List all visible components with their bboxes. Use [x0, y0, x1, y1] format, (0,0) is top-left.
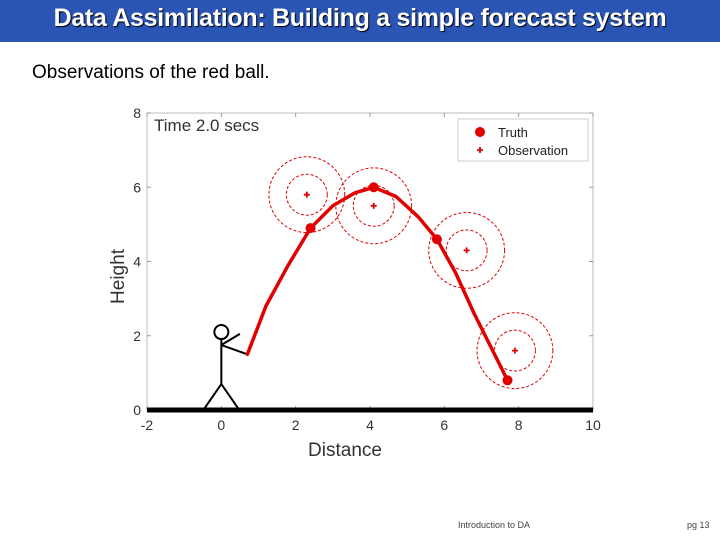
x-tick-label: 4: [366, 417, 374, 433]
truth-point: [306, 223, 316, 233]
legend: [458, 119, 588, 161]
y-tick-label: 4: [133, 253, 141, 270]
slide-title: Data Assimilation: Building a simple forecast system: [53, 4, 667, 32]
x-tick-label: 2: [291, 417, 300, 433]
truth-point: [503, 375, 513, 385]
truth-point: [369, 182, 379, 192]
y-tick-label: 8: [133, 105, 141, 121]
y-axis-label: Height: [108, 249, 129, 304]
footer-center: Introduction to DA: [458, 520, 531, 530]
y-tick-label: 2: [133, 327, 141, 344]
x-tick-label: 6: [440, 417, 449, 433]
legend-truth-label: Truth: [498, 125, 528, 140]
y-tick-label: 0: [133, 402, 141, 418]
forecast-chart: [100, 98, 610, 468]
page-number: pg 13: [687, 520, 710, 530]
x-tick-label: 0: [217, 417, 226, 433]
x-tick-label: -2: [140, 417, 154, 433]
truth-point: [432, 234, 442, 244]
x-tick-label: 8: [514, 417, 523, 433]
legend-observation-label: Observation: [498, 143, 569, 158]
x-tick-label: 10: [585, 417, 601, 433]
legend-truth-marker: [475, 127, 485, 137]
y-tick-label: 6: [133, 179, 141, 196]
x-axis-label: Distance: [308, 440, 382, 461]
slide-subtitle: Observations of the red ball.: [32, 62, 270, 83]
chart-title: Time 2.0 secs: [154, 116, 260, 135]
